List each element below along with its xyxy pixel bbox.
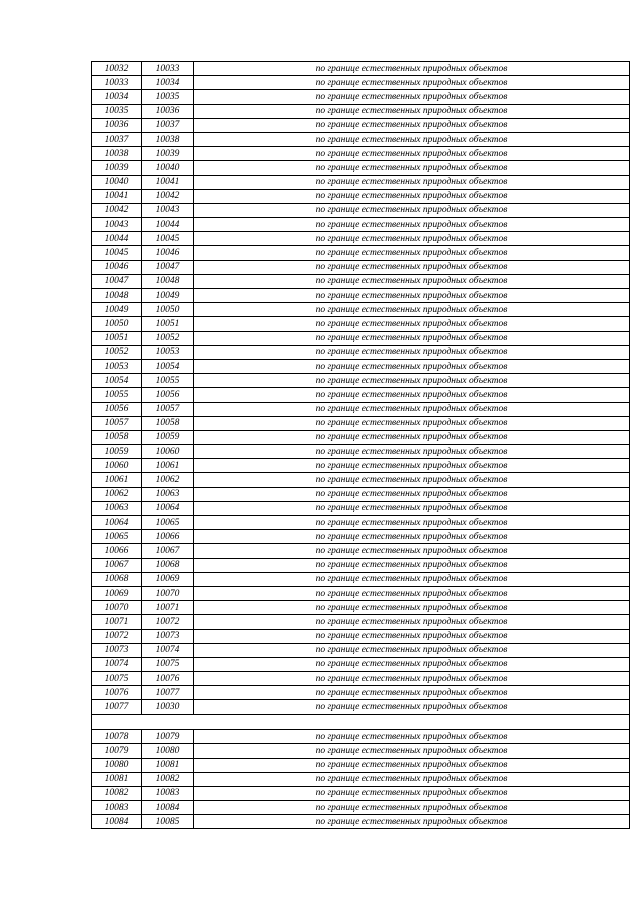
point-to-cell: 10035 — [142, 90, 194, 104]
point-from-cell: 10080 — [92, 758, 142, 772]
description-cell: по границе естественных природных объектов — [194, 744, 630, 758]
point-from-cell: 10046 — [92, 260, 142, 274]
point-to-cell: 10072 — [142, 615, 194, 629]
table-row — [92, 416, 630, 430]
description-cell: по границе естественных природных объектов — [194, 516, 630, 530]
table-row — [92, 303, 630, 317]
table-row — [92, 289, 630, 303]
point-from-cell: 10038 — [92, 147, 142, 161]
point-from-cell: 10065 — [92, 530, 142, 544]
table-row — [92, 772, 630, 786]
point-to-cell: 10045 — [142, 232, 194, 246]
point-from-cell: 10034 — [92, 90, 142, 104]
point-from-cell: 10064 — [92, 516, 142, 530]
point-from-cell: 10041 — [92, 189, 142, 203]
table-row — [92, 786, 630, 800]
table-row — [92, 260, 630, 274]
point-to-cell: 10036 — [142, 104, 194, 118]
point-from-cell: 10058 — [92, 430, 142, 444]
description-cell: по границе естественных природных объектов — [194, 758, 630, 772]
point-to-cell: 10080 — [142, 744, 194, 758]
table-row — [92, 118, 630, 132]
point-to-cell: 10041 — [142, 175, 194, 189]
description-cell: по границе естественных природных объектов — [194, 189, 630, 203]
point-to-cell: 10081 — [142, 758, 194, 772]
table-row — [92, 459, 630, 473]
point-from-cell: 10052 — [92, 345, 142, 359]
table-row — [92, 530, 630, 544]
point-to-cell: 10065 — [142, 516, 194, 530]
table-row — [92, 218, 630, 232]
point-from-cell: 10037 — [92, 132, 142, 146]
point-from-cell: 10040 — [92, 175, 142, 189]
point-to-cell: 10050 — [142, 303, 194, 317]
table-row — [92, 161, 630, 175]
point-to-cell: 10037 — [142, 118, 194, 132]
point-from-cell: 10035 — [92, 104, 142, 118]
point-from-cell: 10036 — [92, 118, 142, 132]
point-from-cell: 10072 — [92, 629, 142, 643]
point-from-cell: 10073 — [92, 643, 142, 657]
point-to-cell: 10034 — [142, 76, 194, 90]
point-to-cell: 10040 — [142, 161, 194, 175]
point-from-cell: 10084 — [92, 815, 142, 829]
point-to-cell: 10061 — [142, 459, 194, 473]
description-cell: по границе естественных природных объектов — [194, 730, 630, 744]
table-row — [92, 657, 630, 671]
point-to-cell: 10069 — [142, 572, 194, 586]
point-to-cell: 10082 — [142, 772, 194, 786]
point-to-cell: 10075 — [142, 657, 194, 671]
table-row — [92, 516, 630, 530]
description-cell: по границе естественных природных объектов — [194, 317, 630, 331]
description-cell: по границе естественных природных объектов — [194, 643, 630, 657]
description-cell: по границе естественных природных объектов — [194, 586, 630, 600]
table-row — [92, 317, 630, 331]
table-row — [92, 501, 630, 515]
description-cell: по границе естественных природных объектов — [194, 558, 630, 572]
point-to-cell: 10085 — [142, 815, 194, 829]
table-row — [92, 90, 630, 104]
point-to-cell: 10060 — [142, 445, 194, 459]
point-to-cell: 10039 — [142, 147, 194, 161]
description-cell: по границе естественных природных объектов — [194, 147, 630, 161]
table-body — [92, 62, 630, 829]
table-row — [92, 374, 630, 388]
point-from-cell: 10050 — [92, 317, 142, 331]
point-from-cell: 10055 — [92, 388, 142, 402]
description-cell: по границе естественных природных объектов — [194, 544, 630, 558]
table-row — [92, 572, 630, 586]
table-row — [92, 76, 630, 90]
description-cell: по границе естественных природных объектов — [194, 657, 630, 671]
description-cell: по границе естественных природных объектов — [194, 90, 630, 104]
table-row — [92, 388, 630, 402]
point-to-cell: 10049 — [142, 289, 194, 303]
point-to-cell: 10051 — [142, 317, 194, 331]
point-from-cell: 10075 — [92, 672, 142, 686]
point-from-cell: 10078 — [92, 730, 142, 744]
point-from-cell: 10061 — [92, 473, 142, 487]
table-row — [92, 672, 630, 686]
point-from-cell: 10062 — [92, 487, 142, 501]
description-cell: по границе естественных природных объектов — [194, 416, 630, 430]
description-cell: по границе естественных природных объектов — [194, 786, 630, 800]
point-to-cell: 10038 — [142, 132, 194, 146]
description-cell: по границе естественных природных объектов — [194, 501, 630, 515]
point-to-cell: 10048 — [142, 274, 194, 288]
table-row — [92, 744, 630, 758]
point-from-cell: 10082 — [92, 786, 142, 800]
separator-cell — [92, 714, 630, 730]
point-to-cell: 10064 — [142, 501, 194, 515]
point-to-cell: 10054 — [142, 359, 194, 373]
table-row — [92, 686, 630, 700]
description-cell: по границе естественных природных объектов — [194, 374, 630, 388]
table-row — [92, 232, 630, 246]
point-to-cell: 10053 — [142, 345, 194, 359]
table-row — [92, 558, 630, 572]
point-from-cell: 10033 — [92, 76, 142, 90]
point-from-cell: 10044 — [92, 232, 142, 246]
point-to-cell: 10077 — [142, 686, 194, 700]
table-row — [92, 445, 630, 459]
description-cell: по границе естественных природных объектов — [194, 615, 630, 629]
point-to-cell: 10033 — [142, 62, 194, 76]
table-row — [92, 643, 630, 657]
point-to-cell: 10062 — [142, 473, 194, 487]
description-cell: по границе естественных природных объектов — [194, 772, 630, 786]
description-cell: по границе естественных природных объектов — [194, 175, 630, 189]
description-cell: по границе естественных природных объектов — [194, 572, 630, 586]
description-cell: по границе естественных природных объектов — [194, 487, 630, 501]
point-to-cell: 10058 — [142, 416, 194, 430]
point-from-cell: 10076 — [92, 686, 142, 700]
table-row — [92, 815, 630, 829]
point-to-cell: 10083 — [142, 786, 194, 800]
point-from-cell: 10032 — [92, 62, 142, 76]
table-row — [92, 544, 630, 558]
point-to-cell: 10046 — [142, 246, 194, 260]
table-row — [92, 132, 630, 146]
table-row — [92, 700, 630, 714]
description-cell: по границе естественных природных объектов — [194, 232, 630, 246]
table-row — [92, 104, 630, 118]
table-row — [92, 758, 630, 772]
description-cell: по границе естественных природных объектов — [194, 289, 630, 303]
table-row — [92, 175, 630, 189]
description-cell: по границе естественных природных объектов — [194, 459, 630, 473]
point-from-cell: 10042 — [92, 203, 142, 217]
description-cell: по границе естественных природных объектов — [194, 246, 630, 260]
description-cell: по границе естественных природных объектов — [194, 203, 630, 217]
point-from-cell: 10071 — [92, 615, 142, 629]
point-to-cell: 10073 — [142, 629, 194, 643]
boundary-points-table — [91, 61, 630, 829]
point-from-cell: 10070 — [92, 601, 142, 615]
table-row — [92, 203, 630, 217]
description-cell: по границе естественных природных объектов — [194, 274, 630, 288]
description-cell: по границе естественных природных объектов — [194, 359, 630, 373]
description-cell: по границе естественных природных объектов — [194, 118, 630, 132]
description-cell: по границе естественных природных объектов — [194, 629, 630, 643]
point-to-cell: 10063 — [142, 487, 194, 501]
point-to-cell: 10056 — [142, 388, 194, 402]
point-from-cell: 10068 — [92, 572, 142, 586]
section-separator-row — [92, 714, 630, 730]
table-row — [92, 730, 630, 744]
point-to-cell: 10052 — [142, 331, 194, 345]
table-row — [92, 487, 630, 501]
description-cell: по границе естественных природных объектов — [194, 700, 630, 714]
point-to-cell: 10067 — [142, 544, 194, 558]
point-from-cell: 10045 — [92, 246, 142, 260]
point-to-cell: 10042 — [142, 189, 194, 203]
point-from-cell: 10054 — [92, 374, 142, 388]
description-cell: по границе естественных природных объектов — [194, 303, 630, 317]
table-row — [92, 629, 630, 643]
description-cell: по границе естественных природных объектов — [194, 445, 630, 459]
point-from-cell: 10074 — [92, 657, 142, 671]
point-from-cell: 10057 — [92, 416, 142, 430]
point-from-cell: 10060 — [92, 459, 142, 473]
point-to-cell: 10044 — [142, 218, 194, 232]
table-row — [92, 246, 630, 260]
point-from-cell: 10059 — [92, 445, 142, 459]
point-from-cell: 10043 — [92, 218, 142, 232]
description-cell: по границе естественных природных объектов — [194, 402, 630, 416]
point-from-cell: 10079 — [92, 744, 142, 758]
description-cell: по границе естественных природных объектов — [194, 430, 630, 444]
table-row — [92, 62, 630, 76]
description-cell: по границе естественных природных объектов — [194, 76, 630, 90]
table-row — [92, 586, 630, 600]
description-cell: по границе естественных природных объектов — [194, 218, 630, 232]
point-to-cell: 10079 — [142, 730, 194, 744]
description-cell: по границе естественных природных объектов — [194, 331, 630, 345]
table-row — [92, 615, 630, 629]
table-row — [92, 274, 630, 288]
point-from-cell: 10039 — [92, 161, 142, 175]
point-from-cell: 10048 — [92, 289, 142, 303]
point-to-cell: 10068 — [142, 558, 194, 572]
point-from-cell: 10083 — [92, 801, 142, 815]
point-from-cell: 10053 — [92, 359, 142, 373]
point-from-cell: 10051 — [92, 331, 142, 345]
point-from-cell: 10056 — [92, 402, 142, 416]
description-cell: по границе естественных природных объектов — [194, 62, 630, 76]
description-cell: по границе естественных природных объектов — [194, 388, 630, 402]
point-to-cell: 10070 — [142, 586, 194, 600]
point-to-cell: 10076 — [142, 672, 194, 686]
table-row — [92, 147, 630, 161]
point-to-cell: 10043 — [142, 203, 194, 217]
description-cell: по границе естественных природных объектов — [194, 473, 630, 487]
description-cell: по границе естественных природных объектов — [194, 672, 630, 686]
point-to-cell: 10066 — [142, 530, 194, 544]
point-to-cell: 10055 — [142, 374, 194, 388]
point-to-cell: 10071 — [142, 601, 194, 615]
table-row — [92, 601, 630, 615]
point-from-cell: 10047 — [92, 274, 142, 288]
description-cell: по границе естественных природных объектов — [194, 801, 630, 815]
description-cell: по границе естественных природных объектов — [194, 260, 630, 274]
point-from-cell: 10081 — [92, 772, 142, 786]
point-from-cell: 10049 — [92, 303, 142, 317]
table-row — [92, 331, 630, 345]
description-cell: по границе естественных природных объектов — [194, 345, 630, 359]
description-cell: по границе естественных природных объектов — [194, 601, 630, 615]
description-cell: по границе естественных природных объектов — [194, 104, 630, 118]
point-to-cell: 10057 — [142, 402, 194, 416]
description-cell: по границе естественных природных объектов — [194, 132, 630, 146]
table-row — [92, 430, 630, 444]
description-cell: по границе естественных природных объектов — [194, 530, 630, 544]
table-row — [92, 189, 630, 203]
point-to-cell: 10030 — [142, 700, 194, 714]
description-cell: по границе естественных природных объектов — [194, 686, 630, 700]
point-from-cell: 10077 — [92, 700, 142, 714]
table-row — [92, 345, 630, 359]
point-to-cell: 10074 — [142, 643, 194, 657]
table-row — [92, 801, 630, 815]
table-row — [92, 359, 630, 373]
point-to-cell: 10059 — [142, 430, 194, 444]
table-row — [92, 402, 630, 416]
description-cell: по границе естественных природных объектов — [194, 815, 630, 829]
point-from-cell: 10063 — [92, 501, 142, 515]
point-from-cell: 10066 — [92, 544, 142, 558]
point-from-cell: 10067 — [92, 558, 142, 572]
table-row — [92, 473, 630, 487]
point-to-cell: 10084 — [142, 801, 194, 815]
description-cell: по границе естественных природных объектов — [194, 161, 630, 175]
point-from-cell: 10069 — [92, 586, 142, 600]
point-to-cell: 10047 — [142, 260, 194, 274]
